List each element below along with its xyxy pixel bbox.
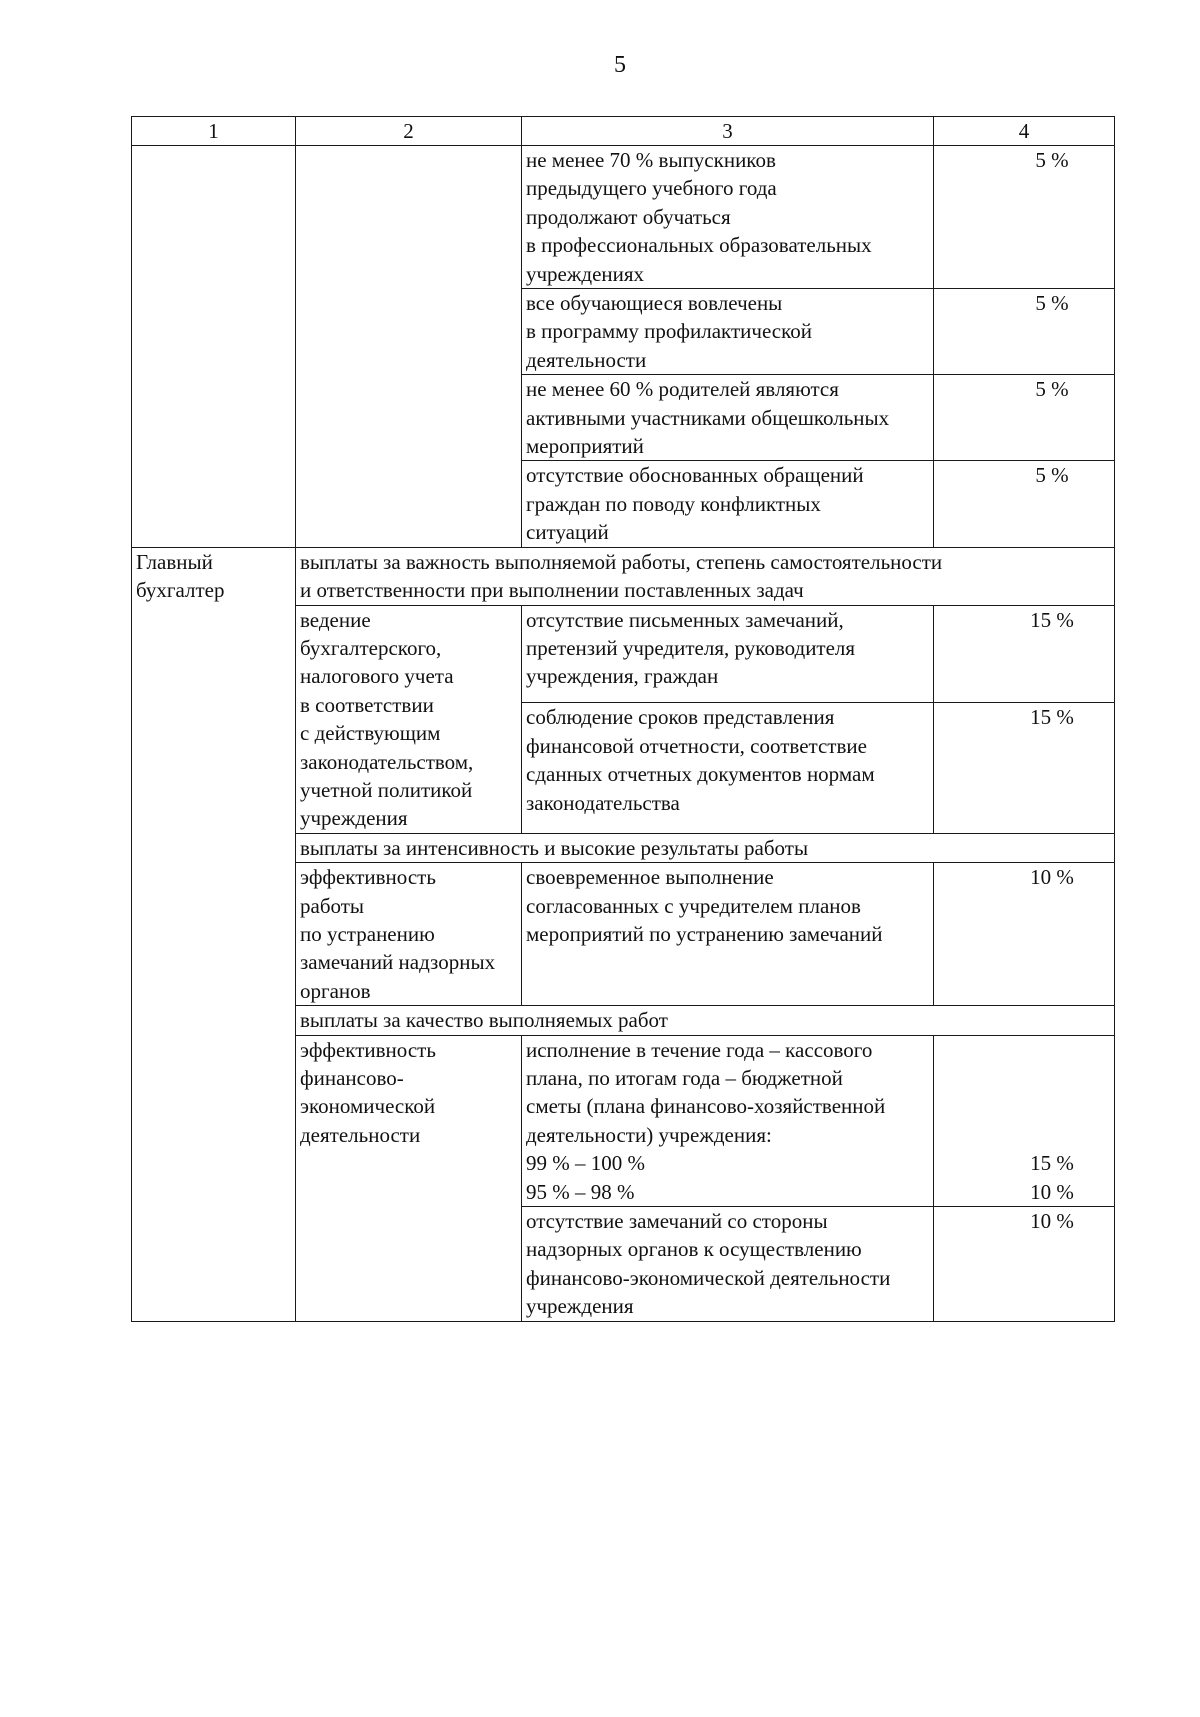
criterion-line: плана, по итогам года – бюджетной [526,1066,843,1090]
section-title-line: выплаты за важность выполняемой работы, степень самостоятельности [300,549,943,574]
criterion-cell [522,703,934,833]
percent-cell: 5 % [934,461,1115,547]
criterion-line: соблюдение сроков представления [526,705,835,730]
indicator-cell [296,605,522,833]
criterion-cell [522,461,934,547]
indicator-line: эффективность [300,1037,436,1062]
position-line: Главный [136,549,213,574]
criterion-cell [522,289,934,375]
indicator-line: замечаний надзорных [300,950,496,975]
criterion-line: активными участниками общешкольных [526,405,890,430]
indicator-cell [296,863,522,1006]
indicator-line: эффективность [300,865,436,890]
column-number-2: 2 [296,117,522,146]
criterion-line: 95 % – 98 % [526,1179,635,1204]
criterion-line: мероприятий по устранению замечаний [526,921,883,946]
percent-value: 10 % [1030,1179,1074,1204]
percent-cell: 10 % [934,863,1115,1006]
criterion-line: отсутствие письменных замечаний, [526,607,844,632]
position-cell-empty [132,146,296,548]
criterion-line: деятельности [526,347,647,372]
indicator-line: с действующим [300,721,441,746]
criterion-line: в профессиональных образовательных [526,233,872,258]
criterion-line: своевременное выполнение [526,865,774,890]
criterion-line: надзорных органов к осуществлению [526,1237,862,1262]
criterion-cell [522,1035,934,1206]
section-title [296,547,1115,605]
indicator-line: органов [300,978,371,1003]
indicator-line: налогового учета [300,664,454,689]
criterion-line: законодательства [526,790,680,815]
criterion-line: не менее 70 % выпускников [526,148,776,172]
criterion-cell [522,605,934,703]
section-title [296,833,1115,862]
indicator-line: бухгалтерского, [300,635,442,660]
criterion-line: не менее 60 % родителей являются [526,377,839,402]
criterion-cell [522,146,934,289]
criterion-line: отсутствие обоснованных обращений [526,463,864,488]
criterion-line: ситуаций [526,520,609,545]
section-title-line: выплаты за интенсивность и высокие результаты работы [300,835,809,860]
criterion-line: финансово-экономической деятельности [526,1265,891,1290]
criterion-line: согласованных с учредителем планов [526,893,861,918]
column-number-1: 1 [132,117,296,146]
percent-cell: 15 % [934,703,1115,833]
section-title [296,1006,1115,1035]
criterion-cell [522,1207,934,1322]
criterion-line: мероприятий [526,434,644,459]
table-row [132,146,1115,289]
indicator-cell [296,1035,522,1321]
criterion-line: претензий учредителя, руководителя [526,635,856,660]
indicator-line: экономической [300,1094,436,1119]
indicator-line: работы [300,893,365,918]
indicator-cell-empty [296,146,522,548]
percent-cell: 5 % [934,375,1115,461]
position-line: бухгалтер [136,578,225,603]
criterion-cell [522,375,934,461]
criterion-line: учреждения, граждан [526,664,719,689]
criterion-line: учреждения [526,1294,634,1319]
indicator-line: законодательством, [300,749,474,774]
page-number: 5 [614,52,626,78]
indicator-line: ведение [300,607,371,632]
percent-cell: 5 % [934,289,1115,375]
position-cell [132,547,296,1321]
percent-cell [934,1035,1115,1206]
criterion-line: деятельности) учреждения: [526,1122,772,1147]
indicator-line: по устранению [300,921,435,946]
section-title-line: выплаты за качество выполняемых работ [300,1008,668,1033]
indicator-line: деятельности [300,1122,421,1147]
criterion-line: сданных отчетных документов нормам [526,762,875,787]
section-title-row [132,547,1115,605]
criterion-line: в программу профилактической [526,319,812,344]
indicator-line: учетной политикой [300,777,473,802]
criterion-line: 99 % – 100 % [526,1151,645,1176]
criterion-line: исполнение в течение года – кассового [526,1037,873,1062]
table-header-row [132,117,1115,146]
criterion-line: учреждениях [526,261,645,286]
indicator-line: в соответствии [300,692,434,717]
criterion-line: финансовой отчетности, соответствие [526,733,867,758]
criterion-line: отсутствие замечаний со стороны [526,1209,828,1234]
percent-cell: 10 % [934,1207,1115,1322]
indicator-line: учреждения [300,806,408,831]
percent-value: 15 % [1030,1151,1074,1176]
criterion-cell [522,863,934,1006]
column-number-3: 3 [522,117,934,146]
indicator-line: финансово- [300,1066,404,1090]
criterion-line: сметы (плана финансово-хозяйственной [526,1094,886,1119]
payments-table [131,116,1115,1322]
percent-cell: 15 % [934,605,1115,703]
criterion-line: продолжают обучаться [526,204,731,229]
criterion-line: граждан по поводу конфликтных [526,491,821,516]
criterion-line: все обучающиеся вовлечены [526,291,783,316]
section-title-line: и ответственности при выполнении поставленных задач [300,578,804,603]
criterion-line: предыдущего учебного года [526,176,777,201]
column-number-4: 4 [934,117,1115,146]
percent-cell: 5 % [934,146,1115,289]
